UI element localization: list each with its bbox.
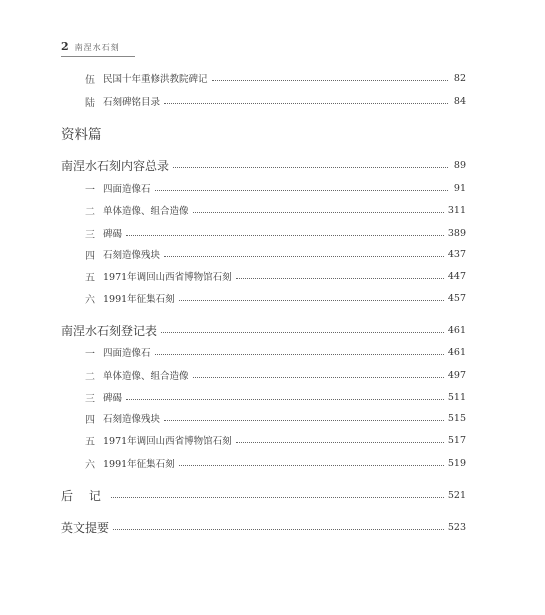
entry-page: 457 (447, 292, 466, 304)
dot-leader (126, 399, 444, 400)
book-title: 南涅水石刻 (74, 43, 120, 52)
entry-number: 二 (85, 206, 95, 218)
entry-title: 1971年调回山西省博物馆石刻 (103, 436, 232, 447)
entry-page: 84 (453, 95, 466, 107)
toc-entry[interactable] (85, 225, 466, 241)
entry-number: 一 (85, 184, 95, 196)
dot-leader (161, 332, 444, 333)
page-number: 2 (61, 40, 69, 53)
toc-entry[interactable] (85, 367, 466, 383)
dot-leader (193, 212, 444, 213)
dot-leader (173, 167, 448, 168)
toc-entry[interactable] (85, 268, 466, 284)
entry-number: 三 (85, 393, 95, 405)
entry-number: 一 (85, 348, 95, 360)
toc-entry[interactable] (85, 180, 466, 196)
entry-title: 石刻造像残块 (103, 250, 161, 261)
toc-entry[interactable] (85, 246, 466, 262)
entry-title: 四面造像石 (103, 184, 151, 195)
dot-leader (113, 529, 444, 530)
entry-number: 六 (85, 294, 95, 306)
running-header (61, 40, 120, 56)
dot-leader (193, 377, 444, 378)
entry-number: 陆 (85, 97, 95, 109)
toc-section-2[interactable] (61, 322, 466, 338)
entry-title: 碑碣 (103, 229, 123, 240)
abstract-page: 523 (447, 521, 466, 533)
toc-entry[interactable] (85, 344, 466, 360)
section-title: 南涅水石刻登记表 (61, 323, 158, 338)
toc-entry[interactable] (85, 290, 466, 306)
entry-page: 82 (453, 72, 466, 84)
entry-title: 碑碣 (103, 393, 123, 404)
toc-entry[interactable] (85, 389, 466, 405)
entry-page: 519 (447, 457, 466, 469)
entry-title: 单体造像、组合造像 (103, 371, 189, 382)
header-rule (61, 56, 135, 57)
entry-title: 单体造像、组合造像 (103, 206, 189, 217)
section-title: 南涅水石刻内容总录 (61, 158, 170, 173)
entry-page: 511 (447, 391, 466, 403)
dot-leader (179, 300, 444, 301)
entry-title: 四面造像石 (103, 348, 151, 359)
entry-title: 1991年征集石刻 (103, 459, 175, 470)
toc-abstract[interactable] (61, 519, 466, 535)
toc-section-1[interactable] (61, 157, 466, 173)
entry-title: 石刻碑铭目录 (103, 97, 161, 108)
dot-leader (212, 80, 448, 81)
dot-leader (164, 103, 448, 104)
toc-entry[interactable] (85, 455, 466, 471)
entry-page: 515 (447, 412, 466, 424)
dot-leader (164, 420, 444, 421)
entry-number: 四 (85, 250, 95, 262)
entry-title: 1971年调回山西省博物馆石刻 (103, 272, 232, 283)
entry-page: 447 (447, 270, 466, 282)
entry-page: 311 (447, 204, 466, 216)
entry-number: 五 (85, 272, 95, 284)
entry-page: 461 (447, 346, 466, 358)
dot-leader (236, 278, 444, 279)
entry-page: 517 (447, 434, 466, 446)
dot-leader (179, 465, 444, 466)
entry-title: 石刻造像残块 (103, 414, 161, 425)
toc-afterword[interactable] (61, 487, 466, 503)
dot-leader (111, 497, 444, 498)
entry-title: 民国十年重修洪教院碑记 (103, 74, 208, 85)
entry-page: 389 (447, 227, 466, 239)
entry-number: 五 (85, 436, 95, 448)
toc-entry[interactable] (85, 202, 466, 218)
dot-leader (236, 442, 444, 443)
afterword-title: 后 记 (61, 488, 107, 503)
dot-leader (155, 354, 444, 355)
dot-leader (126, 235, 444, 236)
entry-number: 伍 (85, 74, 95, 86)
entry-page: 437 (447, 248, 466, 260)
afterword-page: 521 (447, 489, 466, 501)
toc-entry[interactable] (85, 93, 466, 109)
abstract-title: 英文提要 (61, 520, 110, 535)
entry-number: 二 (85, 371, 95, 383)
section-page: 461 (447, 324, 466, 336)
toc-entry[interactable] (85, 432, 466, 448)
toc-entry[interactable] (85, 70, 466, 86)
section-page: 89 (453, 159, 466, 171)
section-heading: 资料篇 (61, 127, 102, 143)
dot-leader (164, 256, 444, 257)
dot-leader (155, 190, 448, 191)
toc-entry[interactable] (85, 410, 466, 426)
entry-number: 三 (85, 229, 95, 241)
entry-number: 四 (85, 414, 95, 426)
entry-page: 497 (447, 369, 466, 381)
entry-page: 91 (453, 182, 466, 194)
entry-number: 六 (85, 459, 95, 471)
entry-title: 1991年征集石刻 (103, 294, 175, 305)
